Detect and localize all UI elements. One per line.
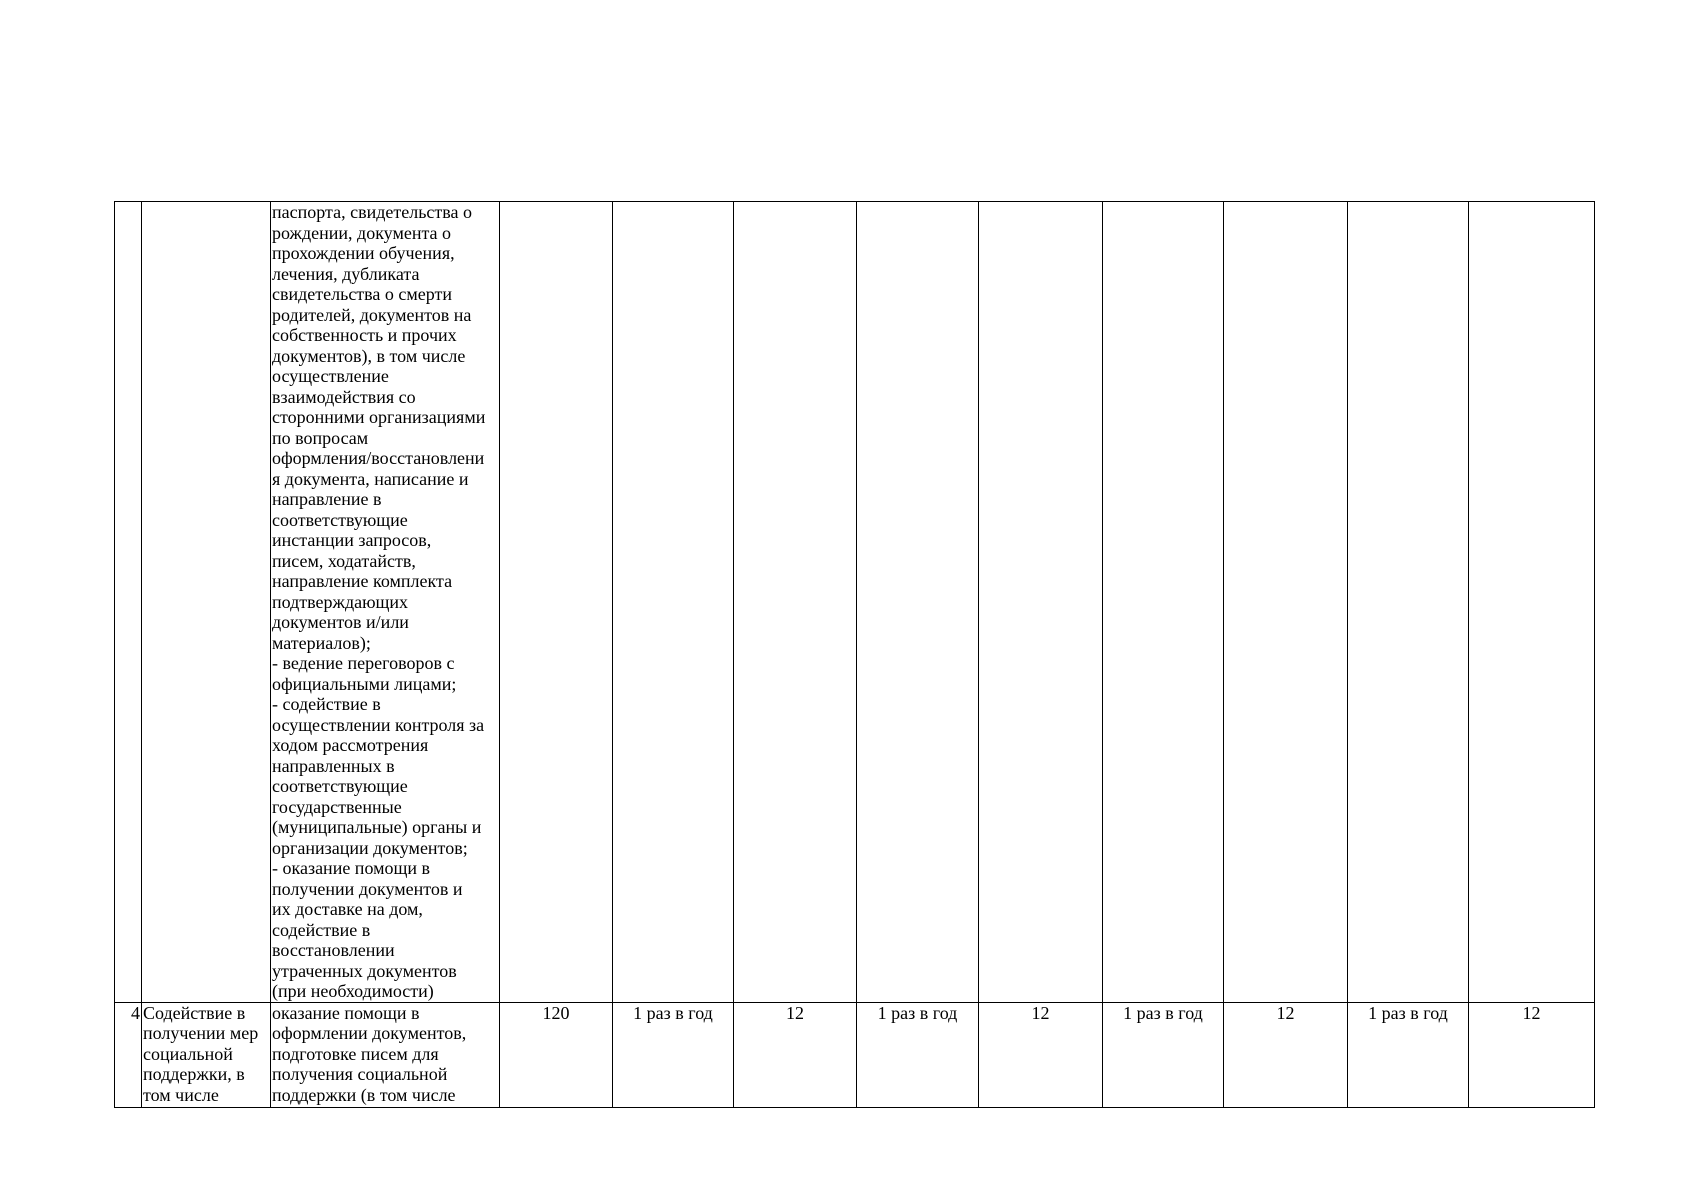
description-line: оформления/восстановлени <box>272 448 485 468</box>
description-line: - оказание помощи в <box>272 858 430 878</box>
value-cell <box>734 202 857 1003</box>
description-line: осуществлении контроля за <box>272 714 485 735</box>
description-line: (муниципальные) органы и <box>272 817 482 837</box>
description-line: - ведение переговоров с <box>272 653 455 673</box>
description-line: утраченных документов <box>272 960 457 981</box>
description-line: лечения, дубликата <box>272 263 420 284</box>
description-line: (при необходимости) <box>272 981 434 1001</box>
description-line: направление в <box>272 489 382 509</box>
service-name-cell <box>142 202 271 1003</box>
value-cell <box>857 202 979 1003</box>
service-description-cell <box>271 202 500 1003</box>
description-line: оформлении документов, <box>272 1023 467 1043</box>
description-line: получении документов и <box>272 878 463 899</box>
value-cell <box>979 202 1103 1003</box>
description-line: восстановлении <box>272 940 395 960</box>
value-cell <box>1469 202 1595 1003</box>
value-cell <box>1224 202 1348 1003</box>
description-line: я документа, написание и <box>272 468 469 489</box>
description-line: официальными лицами; <box>272 673 457 694</box>
description-line: по вопросам <box>272 427 369 448</box>
description-line: собственность и прочих <box>272 325 457 345</box>
description-line: соответствующие <box>272 776 408 796</box>
name-line: поддержки, в <box>143 1064 245 1084</box>
description-line: рождении, документа о <box>272 222 452 243</box>
table-row-continuation <box>115 202 1595 1003</box>
description-line: организации документов; <box>272 837 468 858</box>
description-line: документов и/или <box>272 612 409 632</box>
value-cell: 120 <box>500 1002 613 1107</box>
services-table <box>114 201 1595 1108</box>
description-line: паспорта, свидетельства о <box>272 202 473 222</box>
service-description-cell <box>271 1002 500 1107</box>
value-cell: 12 <box>979 1002 1103 1107</box>
description-line: инстанции запросов, <box>272 530 432 550</box>
description-line: оказание помощи в <box>272 1002 420 1023</box>
description-line: свидетельства о смерти <box>272 284 453 304</box>
name-line: том числе <box>143 1084 219 1105</box>
value-cell: 1 раз в год <box>857 1002 979 1107</box>
value-cell: 1 раз в год <box>1103 1002 1224 1107</box>
description-line: сторонними организациями <box>272 407 486 427</box>
description-line: ходом рассмотрения <box>272 735 429 755</box>
description-line: поддержки (в том числе <box>272 1084 456 1105</box>
description-line: документов), в том числе <box>272 345 466 366</box>
description-line: родителей, документов на <box>272 304 472 325</box>
value-cell <box>1348 202 1469 1003</box>
name-line: социальной <box>143 1043 233 1064</box>
description-line: писем, ходатайств, <box>272 550 416 571</box>
description-line: осуществление <box>272 366 389 386</box>
value-cell <box>1103 202 1224 1003</box>
description-line: получения социальной <box>272 1064 448 1084</box>
value-cell: 12 <box>1469 1002 1595 1107</box>
value-cell: 1 раз в год <box>613 1002 734 1107</box>
name-line: Содействие в <box>143 1002 246 1023</box>
description-line: направленных в <box>272 755 395 776</box>
value-cell <box>613 202 734 1003</box>
description-line: содействие в <box>272 919 371 940</box>
description-line: государственные <box>272 796 402 817</box>
value-cell: 1 раз в год <box>1348 1002 1469 1107</box>
description-line: направление комплекта <box>272 571 453 591</box>
description-line: прохождении обучения, <box>272 243 455 263</box>
name-line: получении мер <box>143 1023 259 1043</box>
description-line: подтверждающих <box>272 591 409 612</box>
description-line: соответствующие <box>272 509 408 530</box>
description-line: подготовке писем для <box>272 1043 439 1064</box>
row-number-cell: 4 <box>115 1002 142 1107</box>
value-cell: 12 <box>734 1002 857 1107</box>
row-number-cell <box>115 202 142 1003</box>
description-line: - содействие в <box>272 694 381 714</box>
service-name-cell <box>142 1002 271 1107</box>
description-line: материалов); <box>272 632 371 653</box>
description-line: взаимодействия со <box>272 386 416 407</box>
value-cell: 12 <box>1224 1002 1348 1107</box>
description-line: их доставке на дом, <box>272 899 423 919</box>
value-cell <box>500 202 613 1003</box>
table-row-4 <box>115 1002 1595 1107</box>
